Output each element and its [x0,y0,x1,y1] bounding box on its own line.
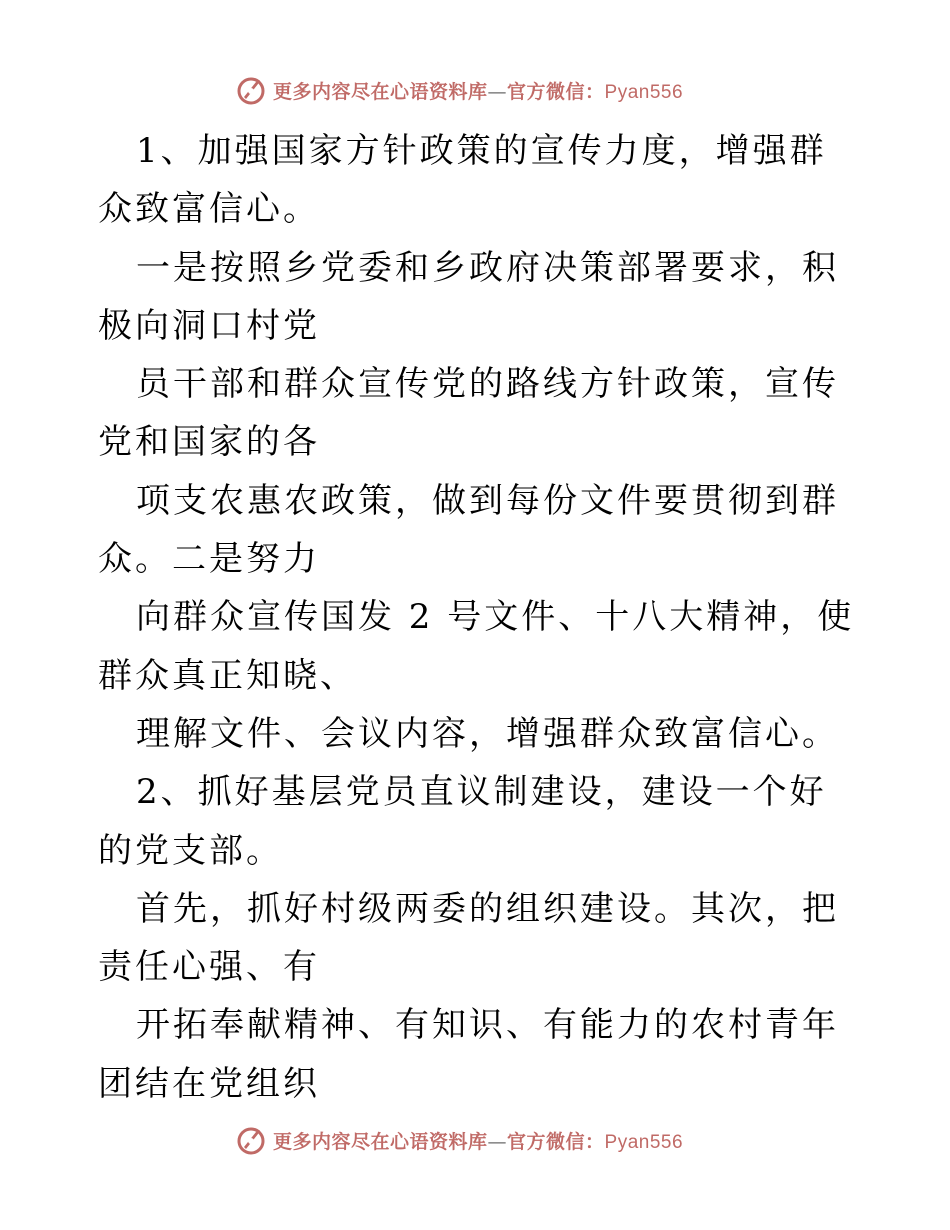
watermark-wechat-id: Pyan556 [604,1131,684,1153]
paragraph: 项支农惠农政策，做到每份文件要贯彻到群众。二是努力 [98,480,839,580]
document-body [98,122,858,1113]
paragraph: 开拓奉献精神、有知识、有能力的农村青年团结在党组织 [98,1005,839,1104]
paragraph: 一是按照乡党委和乡政府决策部署要求，积极向洞口村党 [98,247,839,346]
watermark-site-name: 更多内容尽在心语资料库 [273,1130,488,1153]
watermark-label: 官方微信： [507,80,605,103]
paragraph: 首先，抓好村级两委的组织建设。其次，把责任心强、有 [98,888,839,988]
watermark-wechat-id: Pyan556 [604,81,684,103]
footer-watermark [235,1123,683,1157]
quill-circle-icon [235,1124,267,1156]
paragraph: 1、加强国家方针政策的宣传力度，增强群众致富信心。 [98,131,827,230]
paragraph: 2、抓好基层党员直议制建设，建设一个好的党支部。 [98,772,827,871]
paragraph: 理解文件、会议内容，增强群众致富信心。 [136,713,839,754]
watermark-site-name: 更多内容尽在心语资料库 [273,80,488,103]
header-watermark [235,73,683,107]
watermark-dash: — [487,1130,508,1153]
watermark-dash: — [487,80,508,103]
quill-circle-icon [235,74,267,106]
paragraph: 向群众宣传国发 2 号文件、十八大精神，使群众真正知晓、 [98,597,855,696]
paragraph: 员干部和群众宣传党的路线方针政策，宣传党和国家的各 [98,364,839,463]
watermark-label: 官方微信： [507,1130,605,1153]
